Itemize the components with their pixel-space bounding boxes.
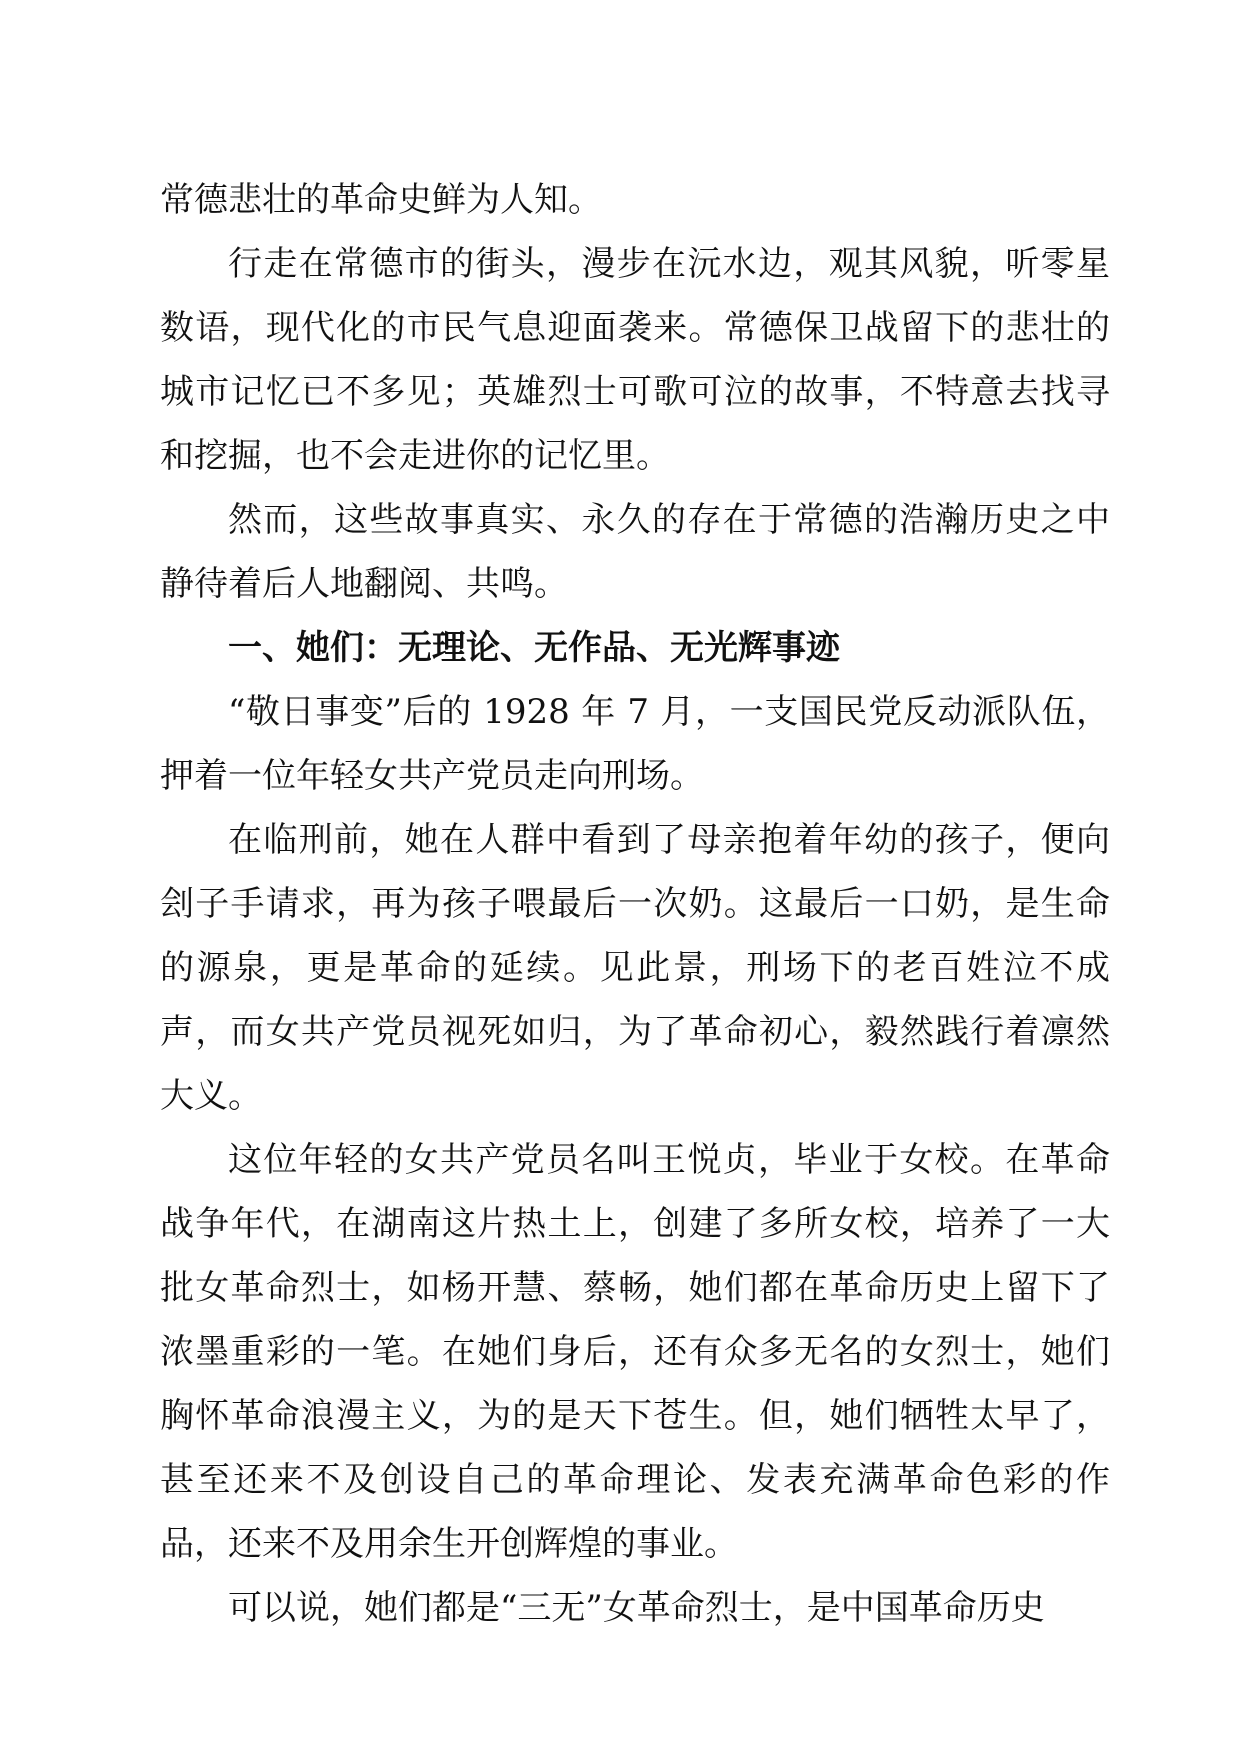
- document-body: [160, 168, 1110, 1640]
- paragraph-stories-history: 然而，这些故事真实、永久的存在于常德的浩瀚历史之中静待着后人地翻阅、共鸣。: [160, 500, 1110, 604]
- paragraph-wang-yuezhen: 这位年轻的女共产党员名叫王悦贞，毕业于女校。在革命战争年代，在湖南这片热土上，创建了多所女校，培养了一大批女革命烈士，如杨开慧、蔡畅，她们都在革命历史上留下了浓墨重彩的一笔。在她们身后，还有众多无名的女烈士，她们胸怀革命浪漫主义，为的是天下苍生。但，她们牺牲太早了，甚至还来不及创设自己的革命理论、发表充满革命色彩的作品，还来不及用余生开创辉煌的事业。: [160, 1140, 1110, 1564]
- paragraph-city-streets: 行走在常德市的街头，漫步在沅水边，观其风貌，听零星数语，现代化的市民气息迎面袭来。常德保卫战留下的悲壮的城市记忆已不多见；英雄烈士可歌可泣的故事，不特意去找寻和挖掘，也不会走进你的记忆里。: [160, 244, 1110, 476]
- section-heading: 一、她们：无理论、无作品、无光辉事迹: [228, 628, 840, 668]
- paragraph-execution-1928: “敬日事变”后的 1928 年 7 月，一支国民党反动派队伍，押着一位年轻女共产党员走向刑场。: [160, 692, 1110, 796]
- paragraph-continuation: 常德悲壮的革命史鲜为人知。: [160, 180, 602, 220]
- paragraph-three-nos: 可以说，她们都是“三无”女革命烈士，是中国革命历史: [228, 1588, 1045, 1628]
- paragraph-last-feeding: 在临刑前，她在人群中看到了母亲抱着年幼的孩子，便向刽子手请求，再为孩子喂最后一次奶。这最后一口奶，是生命的源泉，更是革命的延续。见此景，刑场下的老百姓泣不成声，而女共产党员视死如归，为了革命初心，毅然践行着凛然大义。: [160, 820, 1110, 1116]
